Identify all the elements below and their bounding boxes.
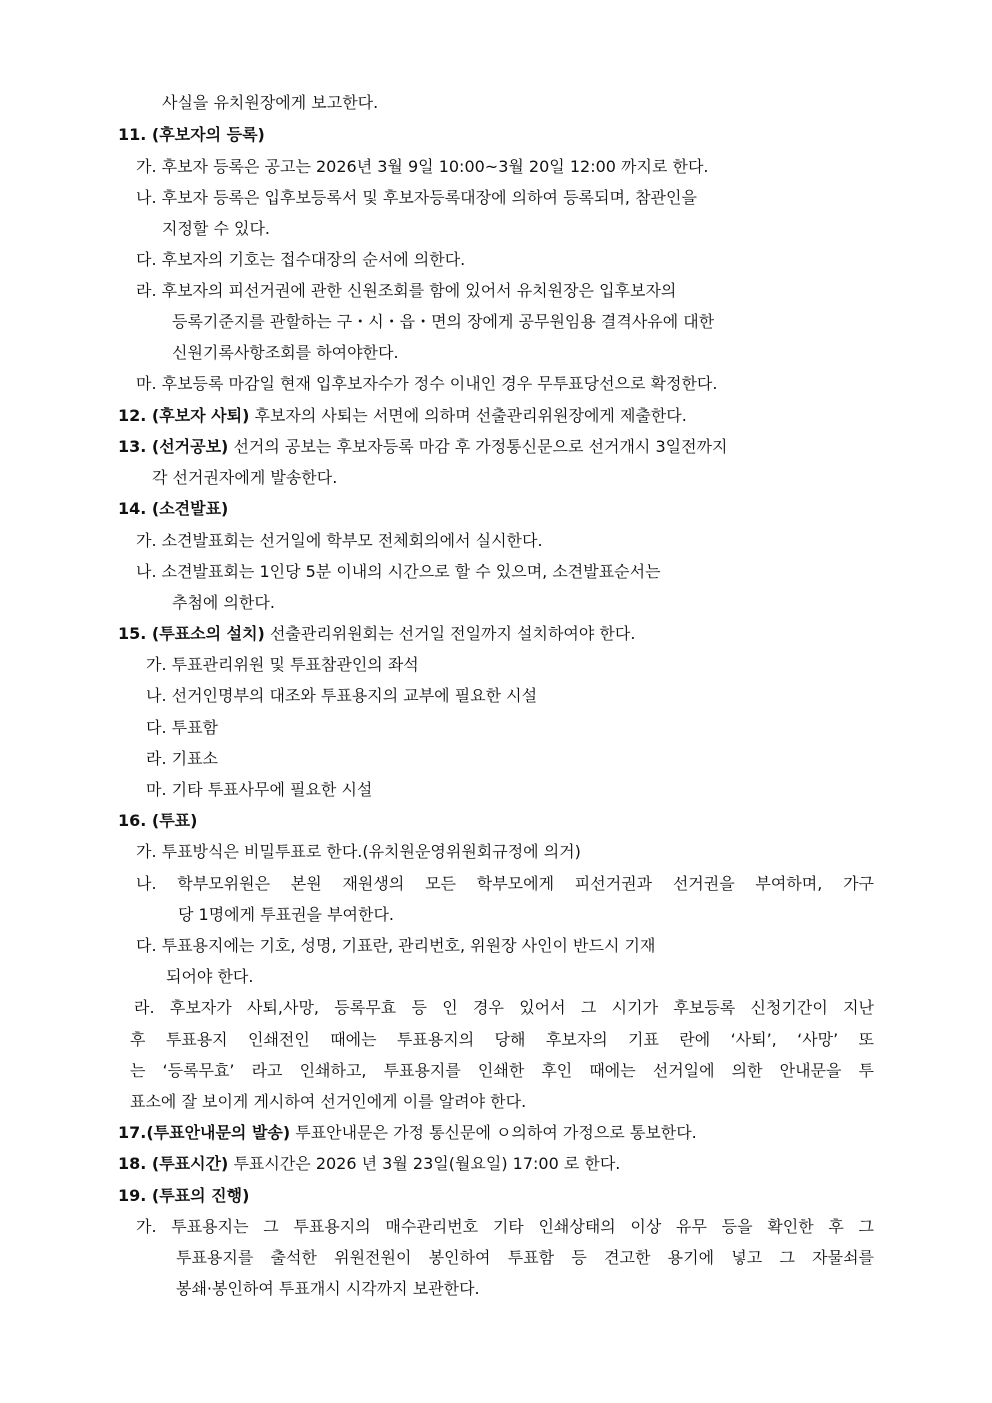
- list-item-continuation: 당 1명에게 투표권을 부여한다.: [178, 905, 394, 924]
- list-item: 가. 투표방식은 비밀투표로 한다.(유치원운영위원회규정에 의거): [136, 842, 581, 861]
- list-item: 라. 후보자의 피선거권에 관한 신원조회를 함에 있어서 유치원장은 입후보자의: [136, 281, 677, 300]
- section-heading: 12. (후보자 사퇴) 후보자의 사퇴는 서면에 의하며 선출관리위원장에게 제출한다.: [118, 406, 687, 425]
- section-heading: 11. (후보자의 등록): [118, 125, 265, 144]
- section-heading: 15. (투표소의 설치) 선출관리위원회는 선거일 전일까지 설치하여야 한다.: [118, 624, 636, 643]
- list-item: 다. 투표함: [146, 718, 218, 737]
- section-heading: 17.(투표안내문의 발송) 투표안내문은 가정 통신문에 ㅇ의하여 가정으로 통보한다.: [118, 1123, 697, 1142]
- list-item: 다. 투표용지에는 기호, 성명, 기표란, 관리번호, 위원장 사인이 반드시 기재: [136, 936, 656, 955]
- list-item-continuation: 표소에 잘 보이게 게시하여 선거인에게 이를 알려야 한다.: [130, 1092, 527, 1111]
- list-item-continuation: 봉쇄·봉인하여 투표개시 시각까지 보관한다.: [176, 1279, 480, 1298]
- list-item: 나. 후보자 등록은 입후보등록서 및 후보자등록대장에 의하여 등록되며, 참관인을: [136, 188, 697, 207]
- text-line: 각 선거권자에게 발송한다.: [152, 468, 338, 487]
- list-item: 나. 소견발표회는 1인당 5분 이내의 시간으로 할 수 있으며, 소견발표순서는: [136, 562, 661, 581]
- list-item: 다. 후보자의 기호는 접수대장의 순서에 의한다.: [136, 250, 466, 269]
- section-heading: 19. (투표의 진행): [118, 1186, 250, 1205]
- list-item: 가. 투표관리위원 및 투표참관인의 좌석: [146, 655, 419, 674]
- list-item: 마. 기타 투표사무에 필요한 시설: [146, 780, 373, 799]
- list-item-continuation: 는 ‘등록무효’ 라고 인쇄하고, 투표용지를 인쇄한 후인 때에는 선거일에 의한 안내문을 투: [130, 1061, 874, 1080]
- list-item-continuation: 지정할 수 있다.: [162, 219, 270, 238]
- list-item: 가. 소견발표회는 선거일에 학부모 전체회의에서 실시한다.: [136, 531, 543, 550]
- list-item: 마. 후보등록 마감일 현재 입후보자수가 정수 이내인 경우 무투표당선으로 확정한다.: [136, 374, 718, 393]
- section-heading: 13. (선거공보) 선거의 공보는 후보자등록 마감 후 가정통신문으로 선거개시 3일전까지: [118, 437, 728, 456]
- section-heading: 16. (투표): [118, 811, 198, 830]
- list-item-continuation: 추첨에 의한다.: [172, 593, 275, 612]
- text-line: 사실을 유치원장에게 보고한다.: [162, 93, 379, 112]
- list-item: 가. 후보자 등록은 공고는 2026년 3월 9일 10:00~3월 20일 12:00 까지로 한다.: [136, 157, 709, 176]
- list-item: 라. 후보자가 사퇴,사망, 등록무효 등 인 경우 있어서 그 시기가 후보등록 신청기간이 지난: [134, 998, 874, 1017]
- section-heading: 18. (투표시간) 투표시간은 2026 년 3월 23일(월요일) 17:00 로 한다.: [118, 1154, 621, 1173]
- list-item-continuation: 후 투표용지 인쇄전인 때에는 투표용지의 당해 후보자의 기표 란에 ‘사퇴’, ‘사망’ 또: [130, 1030, 874, 1049]
- list-item-continuation: 되어야 한다.: [166, 967, 254, 986]
- list-item: 라. 기표소: [146, 749, 218, 768]
- list-item-continuation: 투표용지를 출석한 위원전원이 봉인하여 투표함 등 견고한 용기에 넣고 그 자물쇠를: [176, 1248, 874, 1267]
- list-item: 나. 선거인명부의 대조와 투표용지의 교부에 필요한 시설: [146, 686, 538, 705]
- section-heading: 14. (소견발표): [118, 499, 229, 518]
- list-item: 나. 학부모위원은 본원 재원생의 모든 학부모에게 피선거권과 선거권을 부여하며, 가구: [136, 874, 874, 893]
- list-item: 가. 투표용지는 그 투표용지의 매수관리번호 기타 인쇄상태의 이상 유무 등을 확인한 후 그: [136, 1217, 874, 1236]
- list-item-continuation: 신원기록사항조회를 하여야한다.: [172, 343, 399, 362]
- list-item-continuation: 등록기준지를 관할하는 구・시・읍・면의 장에게 공무원임용 결격사유에 대한: [172, 312, 715, 331]
